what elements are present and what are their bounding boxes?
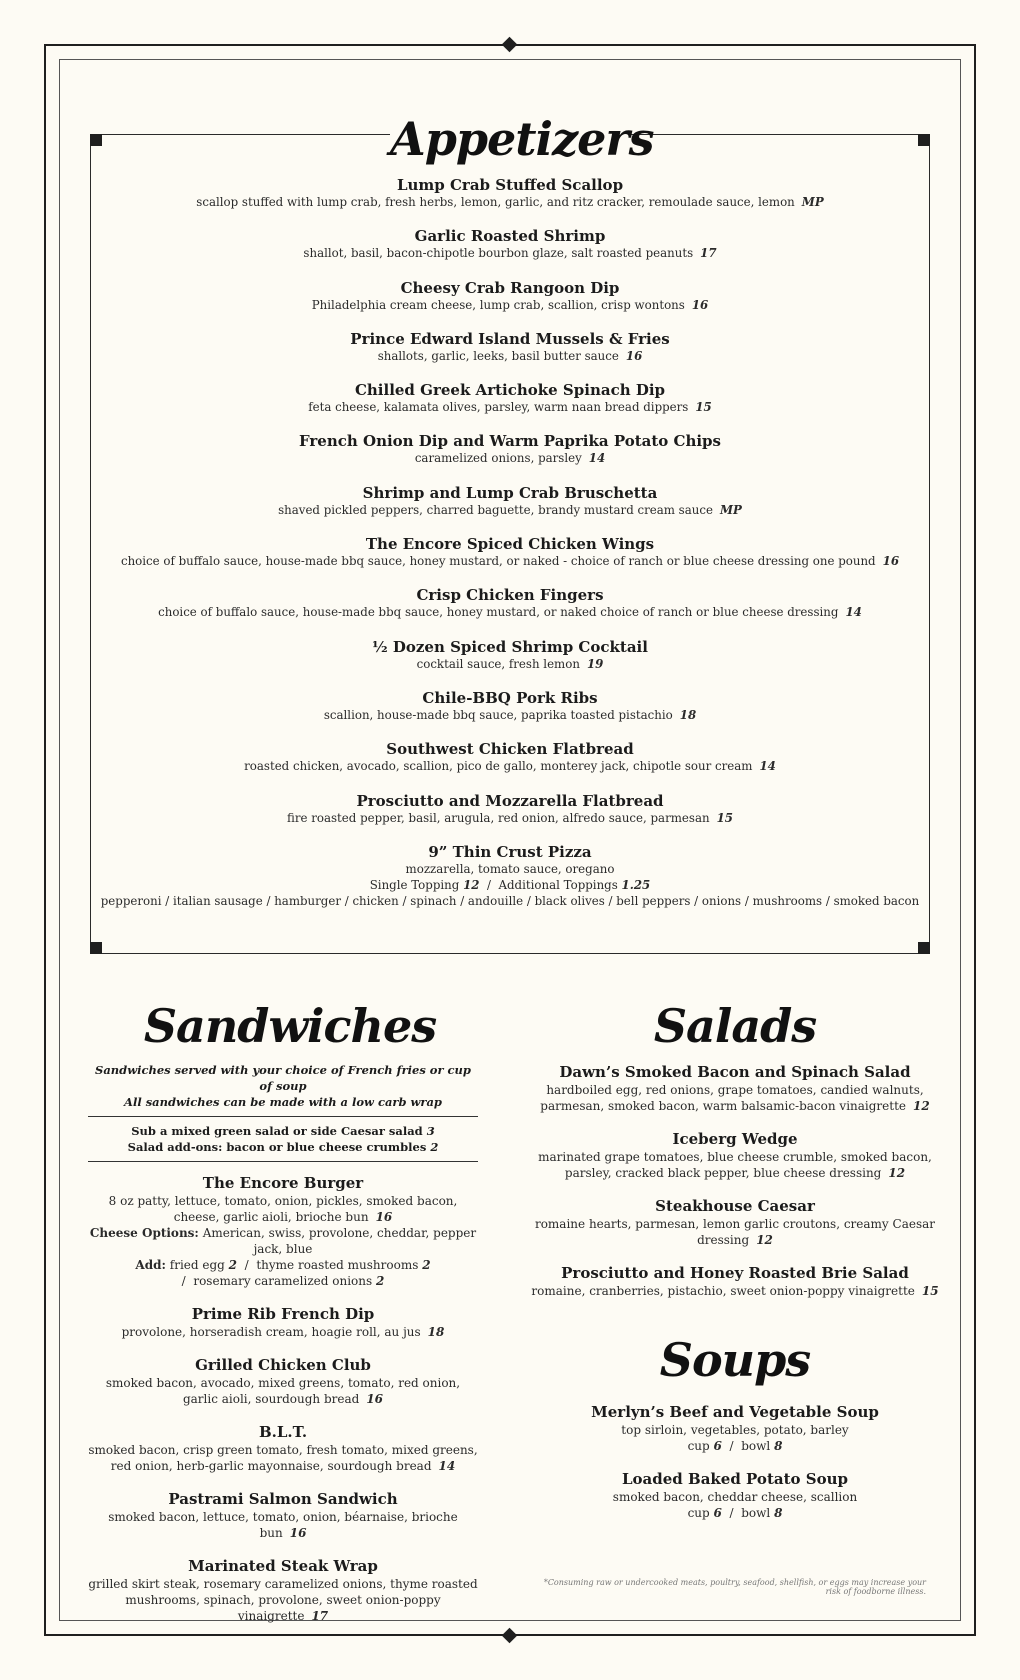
item-desc-text: scallop stuffed with lump crab, fresh herbs, lemon, garlic, and ritz cracker, remoulade sauce, lemon	[196, 195, 795, 209]
item-price: 15	[716, 810, 734, 825]
menu-item	[92, 586, 928, 620]
menu-item	[530, 1197, 940, 1248]
item-desc-text: romaine, cranberries, pistachio, sweet onion-poppy vinaigrette	[531, 1284, 915, 1298]
item-desc	[92, 707, 928, 723]
menu-item	[530, 1403, 940, 1454]
food-safety-footnote: *Consuming raw or undercooked meats, poultry, seafood, shellfish, or eggs may increase your risk of foodborne illness.	[543, 1578, 926, 1596]
item-price: 16	[691, 297, 709, 312]
item-price: 17	[700, 246, 717, 261]
item-desc-text: smoked bacon, lettuce, tomato, onion, béarnaise, brioche bun	[108, 1510, 458, 1540]
addon-text: rosemary caramelized onions	[193, 1274, 373, 1288]
menu-item	[92, 330, 928, 364]
item-price: 16	[625, 348, 643, 363]
bowl-price: 8	[774, 1439, 783, 1453]
item-desc	[88, 1509, 478, 1541]
single-topping-price: 12	[463, 877, 480, 892]
item-name: Merlyn’s Beef and Vegetable Soup	[591, 1403, 879, 1421]
item-desc	[92, 348, 928, 364]
item-desc: mozzarella, tomato sauce, oregano	[405, 861, 615, 876]
item-desc	[92, 553, 928, 569]
item-price: 15	[921, 1284, 939, 1298]
item-desc-text: 8 oz patty, lettuce, tomato, onion, pickles, smoked bacon, cheese, garlic aioli, brioche bun	[108, 1194, 458, 1224]
cup-price: 6	[713, 1439, 722, 1453]
item-price: 16	[366, 1392, 384, 1406]
sandwiches-title: Sandwiches	[143, 999, 437, 1053]
menu-item	[530, 1264, 940, 1299]
corner-ornament	[918, 942, 930, 954]
menu-item	[530, 1063, 940, 1114]
addon-text: Sub a mixed green salad or side Caesar salad	[131, 1124, 423, 1138]
item-price: 15	[695, 400, 712, 415]
item-name: Crisp Chicken Fingers	[416, 586, 604, 605]
cheese-list: American, swiss, provolone, cheddar, pepper jack, blue	[202, 1226, 477, 1256]
bowl-label: bowl	[741, 1439, 771, 1453]
pizza-pricing: Single Topping 12 / Additional Toppings 1.25	[369, 877, 651, 892]
menu-item	[92, 689, 928, 723]
cheese-options	[88, 1225, 478, 1257]
item-desc	[88, 1576, 478, 1624]
item-desc-text: feta cheese, kalamata olives, parsley, warm naan bread dippers	[308, 400, 689, 415]
item-name: 9” Thin Crust Pizza	[428, 842, 592, 861]
menu-item	[88, 1557, 478, 1624]
item-desc	[92, 604, 928, 620]
single-topping-label: Single Topping	[369, 877, 460, 892]
item-desc	[88, 1442, 478, 1474]
menu-item	[92, 740, 928, 774]
menu-item	[92, 381, 928, 415]
item-desc	[88, 1324, 478, 1340]
item-desc-text: romaine hearts, parmesan, lemon garlic croutons, creamy Caesar dressing	[534, 1217, 936, 1247]
divider	[88, 1161, 478, 1162]
item-name: Steakhouse Caesar	[655, 1197, 815, 1215]
addon-price: 3	[426, 1124, 435, 1138]
item-name: Prince Edward Island Mussels & Fries	[350, 329, 670, 348]
item-desc-text: smoked bacon, avocado, mixed greens, tomato, red onion, garlic aioli, sourdough bread	[105, 1376, 461, 1406]
item-desc-text: roasted chicken, avocado, scallion, pico de gallo, monterey jack, chipotle sour cream	[244, 759, 753, 774]
item-name: Cheesy Crab Rangoon Dip	[400, 278, 620, 297]
salads-section	[530, 1063, 940, 1315]
item-desc-text: choice of buffalo sauce, house-made bbq sauce, honey mustard, or naked - choice of ranch or blue cheese dressing one pound	[120, 554, 876, 569]
additional-toppings-label: Additional Toppings	[498, 877, 618, 892]
item-desc-text: choice of buffalo sauce, house-made bbq sauce, honey mustard, or naked choice of ranch or blue cheese dressing	[158, 605, 839, 620]
cup-label: cup	[687, 1506, 710, 1520]
item-price: 14	[845, 605, 862, 620]
item-desc	[92, 194, 928, 210]
item-name: Iceberg Wedge	[672, 1130, 798, 1148]
item-name: The Encore Burger	[202, 1174, 364, 1192]
item-desc-text: provolone, horseradish cream, hoagie roll, au jus	[121, 1325, 421, 1339]
item-name: Loaded Baked Potato Soup	[622, 1470, 848, 1488]
item-name: French Onion Dip and Warm Paprika Potato Chips	[299, 432, 721, 451]
pizza-toppings: pepperoni / italian sausage / hamburger / chicken / spinach / andouille / black olives / bell peppers / onions / mushrooms / smoked bacon	[100, 893, 920, 908]
soups-section	[530, 1403, 940, 1537]
menu-item	[88, 1356, 478, 1407]
addon-text: fried egg	[169, 1258, 225, 1272]
item-name: Dawn’s Smoked Bacon and Spinach Salad	[559, 1063, 911, 1081]
item-price: 14	[438, 1459, 456, 1473]
item-price: 12	[888, 1166, 906, 1180]
item-name: Lump Crab Stuffed Scallop	[396, 176, 624, 194]
addon-price: 2	[422, 1258, 431, 1272]
burger-addons: Add: fried egg 2 / thyme roasted mushrooms 2 / rosemary caramelized onions 2	[135, 1258, 431, 1288]
addon-line	[88, 1139, 478, 1155]
item-desc-text: shallot, basil, bacon-chipotle bourbon glaze, salt roasted peanuts	[303, 246, 694, 261]
item-price: MP	[801, 195, 824, 209]
item-desc	[92, 450, 928, 466]
item-name: Chilled Greek Artichoke Spinach Dip	[354, 381, 666, 400]
menu-item	[92, 279, 928, 313]
item-name: The Encore Spiced Chicken Wings	[365, 535, 655, 554]
corner-ornament	[90, 134, 102, 146]
item-desc-text: shaved pickled peppers, charred baguette, brandy mustard cream sauce	[278, 502, 713, 517]
item-desc	[92, 399, 928, 415]
item-desc-text: caramelized onions, parsley	[414, 451, 582, 466]
cheese-label: Cheese Options:	[89, 1226, 199, 1240]
addon-line	[88, 1123, 478, 1139]
item-desc-text: shallots, garlic, leeks, basil butter sauce	[377, 348, 619, 363]
item-name: B.L.T.	[258, 1423, 308, 1441]
menu-item	[92, 432, 928, 466]
item-desc-text: cocktail sauce, fresh lemon	[416, 656, 580, 671]
pizza-item	[92, 843, 928, 909]
item-desc	[92, 502, 928, 518]
item-price: 12	[913, 1099, 930, 1113]
addon-price: 2	[375, 1274, 385, 1288]
soups-title: Soups	[659, 1333, 811, 1387]
appetizers-list	[92, 176, 928, 926]
item-price: MP	[719, 502, 742, 517]
item-price: 16	[375, 1210, 393, 1224]
item-price: 14	[588, 451, 606, 466]
item-desc	[92, 656, 928, 672]
cup-price: 6	[713, 1506, 722, 1520]
item-desc: smoked bacon, cheddar cheese, scallion	[612, 1490, 858, 1504]
item-desc-text: smoked bacon, crisp green tomato, fresh tomato, mixed greens, red onion, herb-garlic mayonnaise, sourdough bread	[88, 1443, 478, 1473]
menu-item	[92, 484, 928, 518]
item-desc: top sirloin, vegetables, potato, barley	[621, 1423, 849, 1437]
menu-item	[88, 1305, 478, 1340]
item-name: Marinated Steak Wrap	[188, 1557, 378, 1575]
additional-toppings-price: 1.25	[621, 877, 651, 892]
item-desc-text: hardboiled egg, red onions, grape tomatoes, candied walnuts, parmesan, smoked bacon, warm balsamic-bacon vinaigrette	[540, 1083, 924, 1113]
item-name: ½ Dozen Spiced Shrimp Cocktail	[372, 637, 648, 656]
item-desc	[88, 1375, 478, 1407]
item-price: 16	[882, 554, 900, 569]
sandwich-note: All sandwiches can be made with a low carb wrap	[124, 1095, 442, 1109]
menu-item	[530, 1130, 940, 1181]
item-desc-text: scallion, house-made bbq sauce, paprika toasted pistachio	[323, 707, 673, 722]
menu-item	[88, 1174, 478, 1289]
sandwich-note: Sandwiches served with your choice of French fries or cup of soup	[95, 1063, 471, 1093]
item-price: 17	[311, 1609, 329, 1623]
item-desc	[530, 1216, 940, 1248]
menu-item	[92, 535, 928, 569]
item-desc	[92, 758, 928, 774]
addon-text: Salad add-ons: bacon or blue cheese crumbles	[127, 1140, 427, 1154]
item-name: Southwest Chicken Flatbread	[386, 740, 634, 759]
item-desc-text: Philadelphia cream cheese, lump crab, scallion, crisp wontons	[311, 297, 685, 312]
addon-price: 2	[228, 1258, 238, 1272]
sandwiches-section	[88, 1062, 478, 1640]
bowl-label: bowl	[741, 1506, 771, 1520]
menu-item	[530, 1470, 940, 1521]
cup-label: cup	[687, 1439, 710, 1453]
item-name: Grilled Chicken Club	[195, 1356, 371, 1374]
item-desc-text: marinated grape tomatoes, blue cheese crumble, smoked bacon, parsley, cracked black pepper, blue cheese dressing	[538, 1150, 932, 1180]
soup-pricing: cup 6 / bowl 8	[687, 1506, 783, 1520]
corner-ornament	[918, 134, 930, 146]
addon-text: thyme roasted mushrooms	[256, 1258, 419, 1272]
item-desc	[92, 297, 928, 313]
item-price: 19	[586, 656, 604, 671]
item-price: 12	[756, 1233, 773, 1247]
item-desc-text: fire roasted pepper, basil, arugula, red onion, alfredo sauce, parmesan	[286, 810, 710, 825]
soup-pricing: cup 6 / bowl 8	[687, 1439, 783, 1453]
item-name: Pastrami Salmon Sandwich	[168, 1490, 398, 1508]
item-desc	[92, 245, 928, 261]
item-price: 16	[289, 1526, 307, 1540]
item-price: 14	[759, 759, 776, 774]
addon-price: 2	[430, 1140, 439, 1154]
item-desc	[530, 1283, 940, 1299]
item-name: Chile-BBQ Pork Ribs	[422, 688, 598, 707]
item-name: Garlic Roasted Shrimp	[414, 227, 606, 246]
salads-title: Salads	[653, 999, 817, 1053]
menu-item	[88, 1423, 478, 1474]
item-desc	[88, 1193, 478, 1225]
menu-item	[88, 1490, 478, 1541]
item-name: Shrimp and Lump Crab Bruschetta	[362, 483, 658, 502]
menu-item	[92, 176, 928, 210]
add-label: Add:	[135, 1258, 166, 1272]
item-desc	[92, 810, 928, 826]
menu-item	[92, 792, 928, 826]
item-name: Prime Rib French Dip	[191, 1305, 375, 1323]
item-price: 18	[679, 707, 697, 722]
sandwich-addons	[88, 1117, 478, 1161]
item-name: Prosciutto and Mozzarella Flatbread	[356, 791, 664, 810]
menu-item	[92, 638, 928, 672]
corner-ornament	[90, 942, 102, 954]
appetizers-title: Appetizers	[390, 104, 630, 174]
item-desc	[530, 1149, 940, 1181]
menu-item	[92, 227, 928, 261]
item-desc-text: grilled skirt steak, rosemary caramelized onions, thyme roasted mushrooms, spinach, provolone, sweet onion-poppy vinaigrette	[88, 1577, 478, 1623]
item-name: Prosciutto and Honey Roasted Brie Salad	[561, 1264, 909, 1282]
item-price: 18	[427, 1325, 445, 1339]
item-desc	[530, 1082, 940, 1114]
bowl-price: 8	[774, 1506, 783, 1520]
